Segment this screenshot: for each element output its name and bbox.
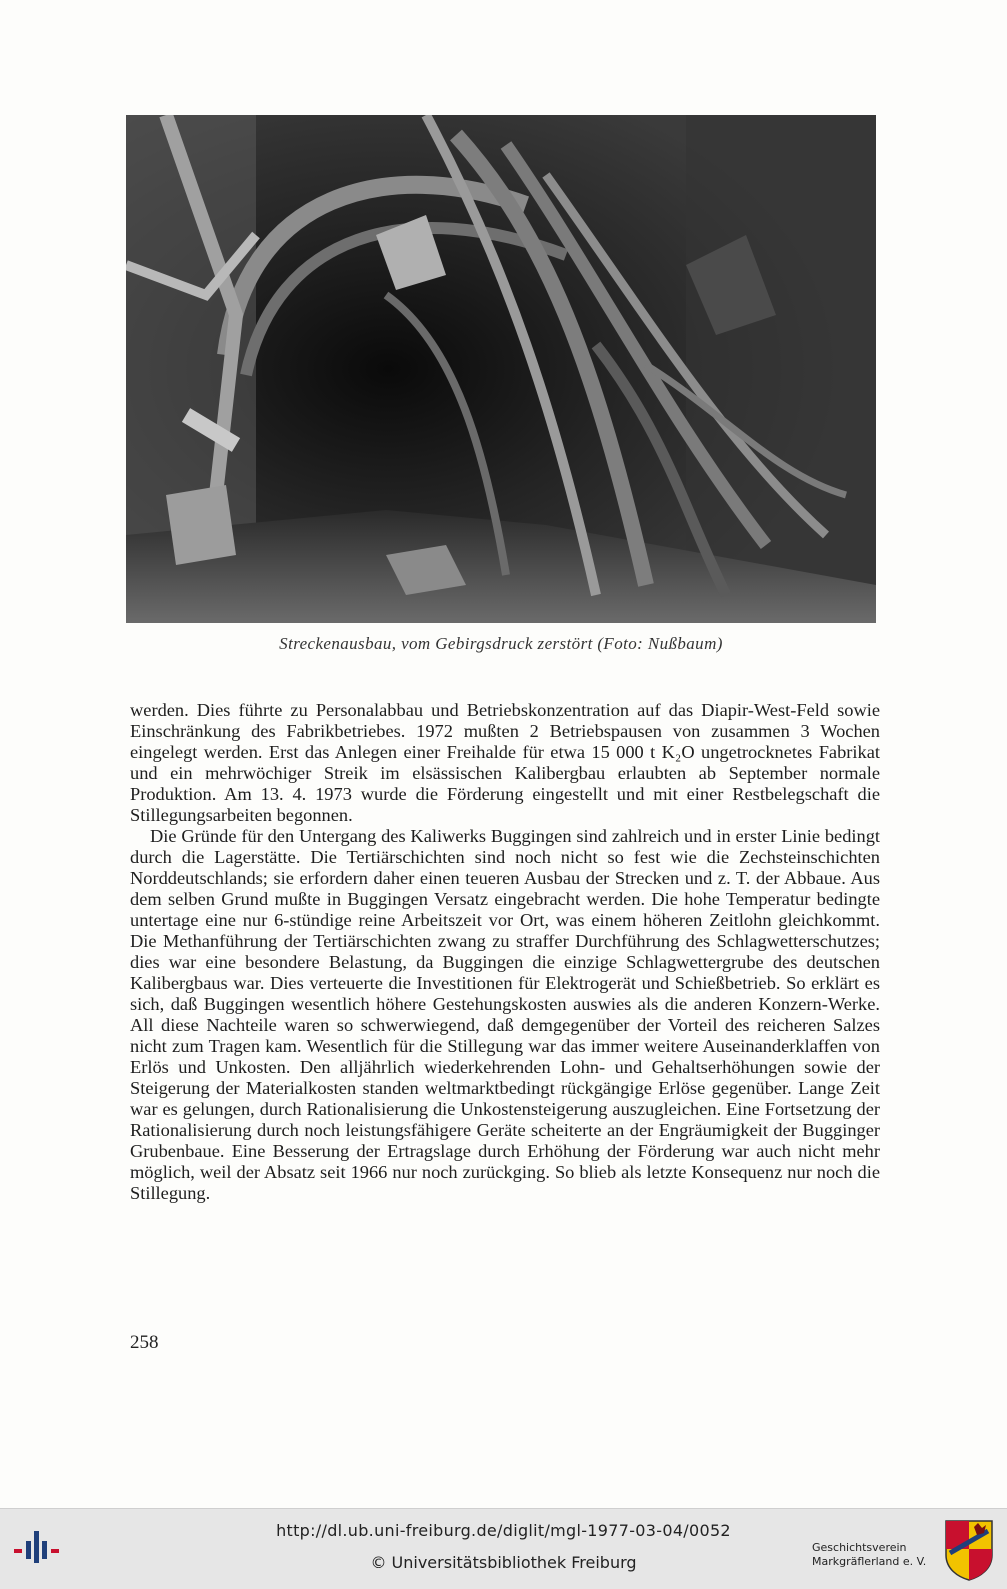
coat-of-arms-icon	[944, 1519, 994, 1581]
body-text	[130, 700, 880, 1204]
paragraph-2: Die Gründe für den Untergang des Kaliwerks Buggingen sind zahlreich und in erster Linie bedingt durch die Lagerstätte. Die Tertiärschichten sind noch nicht so fest wie die Zechsteinschichten Norddeutschlands; sie erfordern daher einen teueren Ausbau der Strecken und z. T. der Abbaue. Aus dem selben Grund mußte in Buggingen Versatz eingebracht werden. Die hohe Temperatur bedingte untertage eine nur 6-stündige reine Arbeitszeit vor Ort, was einem höheren Zeitlohn gleichkommt. Die Methanführung der Tertiärschichten zwang zu straffer Durchführung des Schlagwetterschutzes; dies war eine besondere Belastung, da Buggingen die einzige Schlagwettergrube des deutschen Kalibergbaus war. Dies verteuerte die Investitionen für Elektrogerät und Schießbetrieb. So erklärt es sich, daß Buggingen wesentlich höhere Gestehungskosten auswies als die anderen Konzern-Werke. All diese Nachteile waren so schwerwiegend, daß demgegenüber der Vorteil des reicheren Salzes nicht zum Tragen kam. Wesentlich für die Stillegung war das immer weitere Auseinanderklaffen von Erlös und Unkosten. Den alljährlich wiederkehrenden Lohn- und Gehaltserhöhungen sowie der Steigerung der Materialkosten standen weltmarktbedingt rückgängige Erlöse gegenüber. Lange Zeit war es gelungen, durch Rationalisierung die Unkostensteigerung auszugleichen. Eine Fortsetzung der Rationalisierung durch noch leistungsfähigere Geräte scheiterte an der Engräumigkeit der Bugginger Grubenbaue. Eine Besserung der Ertragslage durch Erhöhung der Förderung war auch nicht mehr möglich, weil der Absatz seit 1966 nur noch zurückging. So blieb als letzte Konsequenz nur noch die Stillegung.	[130, 826, 880, 1203]
document-url-link[interactable]: http://dl.ub.uni-freiburg.de/diglit/mgl-1977-03-04/0052	[276, 1521, 731, 1540]
page-number: 258	[130, 1332, 159, 1353]
photo-caption: Streckenausbau, vom Gebirgsdruck zerstört (Foto: Nußbaum)	[279, 634, 723, 653]
photo-image	[126, 115, 876, 623]
copyright-notice: © Universitätsbibliothek Freiburg	[370, 1553, 637, 1572]
society-name-line1: Geschichtsverein	[812, 1541, 907, 1554]
footer-bar	[0, 1508, 1007, 1589]
paragraph-1: werden. Dies führte zu Personalabbau und Betriebskonzentration auf das Diapir-West-Feld sowie Einschränkung des Fabrikbetriebes. 1972 mußten 2 Betriebspausen von zusammen 3 Wochen eingelegt werden. Erst das Anlegen einer Freihalde für etwa 15 000 t K₂O ungetrocknetes Fabrikat und ein mehrwöchiger Streik im elsässischen Kalibergbau erlaubten ab September normale Produktion. Am 13. 4. 1973 wurde die Förderung eingestellt und mit einer Restbelegschaft die Stillegungsarbeiten begonnen.	[130, 700, 880, 825]
mine-tunnel-photo	[126, 115, 876, 623]
society-name-line2: Markgräflerland e. V.	[812, 1555, 927, 1568]
society-name	[812, 1541, 947, 1569]
document-url[interactable]	[0, 1521, 1007, 1540]
